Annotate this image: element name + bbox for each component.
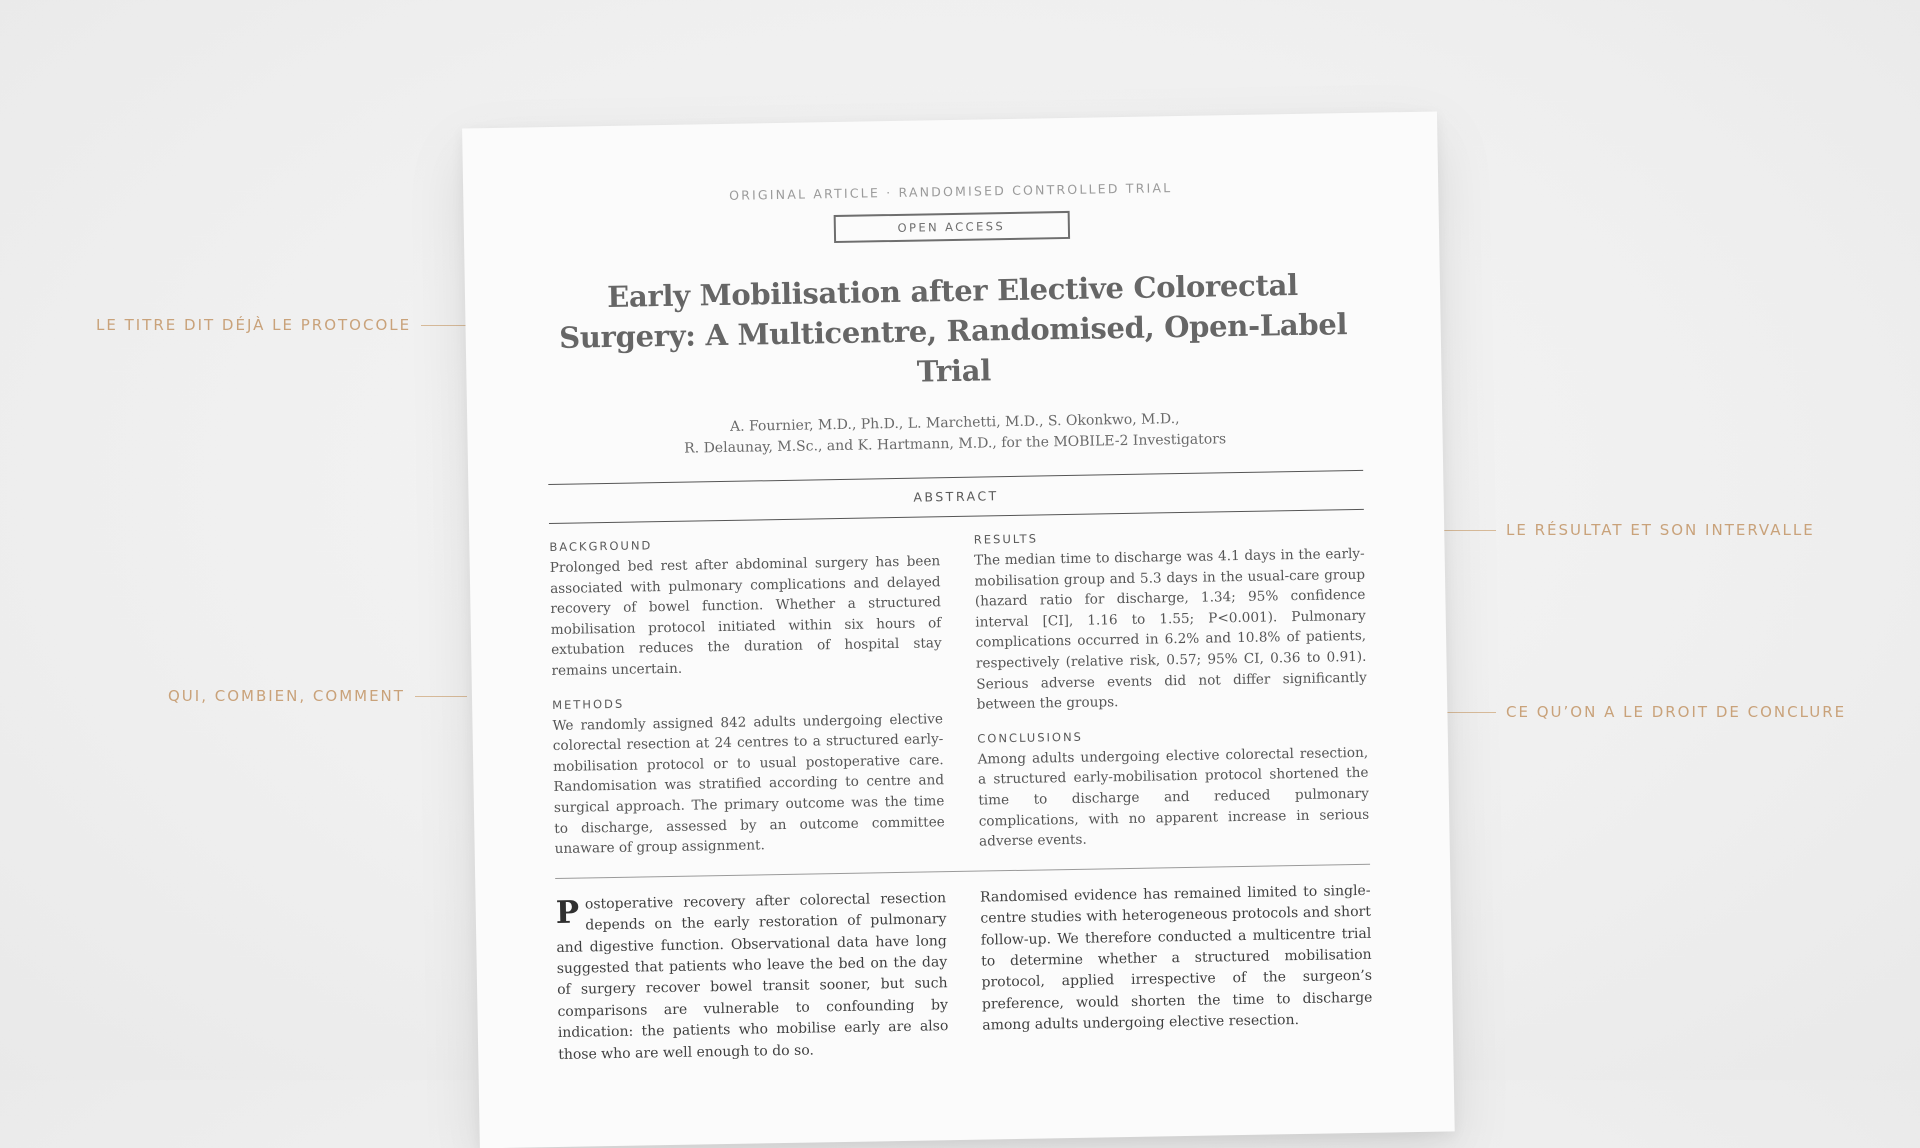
annotation-title: [96, 316, 473, 334]
annotation-results-leader: [1444, 530, 1496, 531]
conclusions-text: Among adults undergoing elective colorectal resection, a structured early-mobilisation protocol shortened the time to discharge and reduced pulmonary complications, with no apparent increase in serious adverse events.: [977, 744, 1370, 850]
annotation-methods-leader: [415, 696, 467, 697]
annotation-methods: [168, 687, 467, 705]
abstract-grid: [549, 526, 1370, 876]
drop-cap: P: [555, 894, 580, 931]
article-title: Early Mobilisation after Elective Colorectal Surgery: A Multicentre, Randomised, Open-Label Trial: [558, 267, 1348, 389]
body-paragraph-2: Randomised evidence has remained limited to single-centre studies with heterogeneous protocols and short follow-up. We therefore conducted a multicentre trial to determine whether a structured mobilisation protocol, applied irrespective of the surgeon’s preference, would shorten the time to discharge among adults undergoing elective resection.: [979, 882, 1373, 1034]
annotation-conclusions-text: CE QU’ON A LE DROIT DE CONCLURE: [1506, 703, 1847, 721]
author-line-2: R. Delaunay, M.Sc., and K. Hartmann, M.D., for the MOBILE-2 Investigators: [684, 431, 1227, 457]
article-page: [462, 111, 1455, 1148]
author-line-1: A. Fournier, M.D., Ph.D., L. Marchetti, M.D., S. Okonkwo, M.D.,: [729, 411, 1180, 435]
abstract-right-column: [974, 526, 1370, 868]
author-list: [547, 406, 1363, 462]
body-paragraph-1-text: ostoperative recovery after colorectal resection depends on the early restoration of pulmonary and digestive function. Observational data have long suggested that patients who leave the bed on the day of surgery recover bowel transit sooner, but such comparisons are vulnerable to confounding by indication: the patients who mobilise early are also those who are well enough to do so.: [556, 889, 949, 1063]
results-label: RESULTS: [973, 531, 1039, 547]
body-paragraph-1: [555, 888, 948, 1066]
background-text: Prolonged bed rest after abdominal surgery has been associated with pulmonary complications and delayed recovery of bowel function. Whether a structured mobilisation protocol initiated within six hours of extubation reduces the duration of hospital stay remains uncertain.: [549, 553, 942, 679]
article-content: [543, 177, 1373, 1066]
open-access-badge: OPEN ACCESS: [833, 211, 1069, 243]
body-grid: [555, 880, 1373, 1065]
annotation-methods-text: QUI, COMBIEN, COMMENT: [168, 687, 405, 705]
article-kicker: ORIGINAL ARTICLE · RANDOMISED CONTROLLED TRIAL: [729, 180, 1173, 203]
annotation-results-text: LE RÉSULTAT ET SON INTERVALLE: [1506, 521, 1815, 539]
annotation-conclusions-leader: [1444, 712, 1496, 713]
conclusions-label: CONCLUSIONS: [977, 729, 1084, 746]
results-text: The median time to discharge was 4.1 days in the early-mobilisation group and 5.3 days in the usual-care group (hazard ratio for discharge, 1.34; 95% confidence interval [CI], 1.16 to 1.55; P<0.001). Pulmonary complications occurred in 6.2% and 10.8% of patients, respectively (relative risk, 0.57; 95% CI, 0.36 to 0.91). Serious adverse events did not differ significantly between the groups.: [974, 545, 1367, 713]
annotation-title-text: LE TITRE DIT DÉJÀ LE PROTOCOLE: [96, 316, 412, 334]
methods-label: METHODS: [552, 696, 625, 712]
annotation-results: [1444, 521, 1815, 539]
abstract-heading: ABSTRACT: [548, 470, 1364, 524]
annotation-conclusions: [1444, 703, 1846, 721]
abstract-left-column: [549, 533, 945, 875]
methods-text: We randomly assigned 842 adults undergoing elective colorectal resection at 24 centres to a structured early-mobilisation protocol or to usual postoperative care. Randomisation was stratified according to centre and surgical approach. The primary outcome was the time to discharge, assessed by an outcome committee unaware of group assignment.: [552, 710, 945, 858]
background-label: BACKGROUND: [549, 538, 653, 555]
badge-wrap: [544, 206, 1359, 248]
